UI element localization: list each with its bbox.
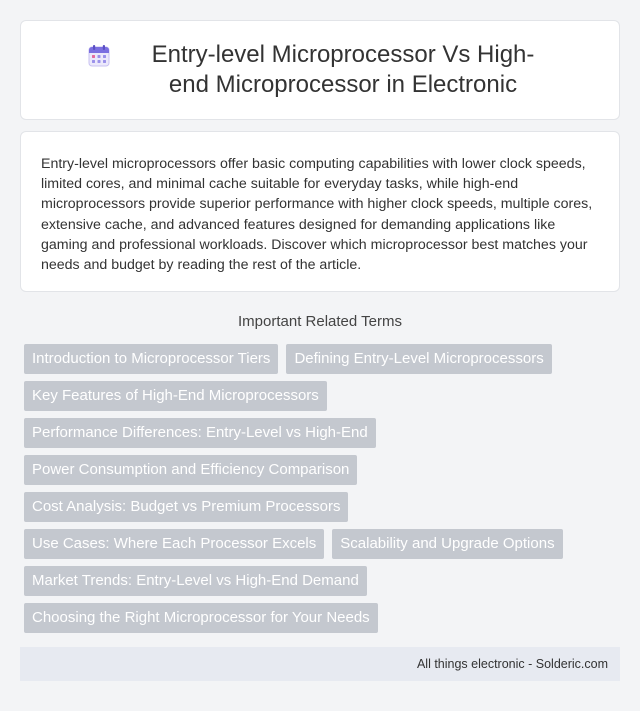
related-terms-list: [24, 344, 624, 633]
footer-text: All things electronic - Solderic.com: [416, 657, 608, 671]
intro-paragraph: Entry-level microprocessors offer basic computing capabilities with lower clock speeds, limited cores, and minimal cache suitable for everyday tasks, while high-end microprocessors provide superior performance with higher clock speeds, multiple cores, extensive cache, and advanced features designed for demanding applications like gaming and professional workloads. Discover which microprocessor best matches your needs and budget by reading the rest of the article.: [41, 156, 593, 274]
footer: [20, 647, 620, 681]
term-tag-cost-analysis[interactable]: Cost Analysis: Budget vs Premium Processors: [24, 492, 348, 522]
term-tag-performance-differences[interactable]: Performance Differences: Entry-Level vs High-End: [24, 418, 376, 448]
term-tag-scalability[interactable]: Scalability and Upgrade Options: [332, 529, 562, 559]
title-wrap: [87, 40, 553, 100]
intro-card: [20, 131, 620, 292]
term-tag-key-features[interactable]: Key Features of High-End Microprocessors: [24, 381, 327, 411]
related-terms-heading: Important Related Terms: [238, 313, 402, 330]
page-title: Entry-level Microprocessor Vs High-end Microprocessor in Electronic: [151, 41, 535, 98]
term-tag-introduction[interactable]: Introduction to Microprocessor Tiers: [24, 344, 278, 374]
title-card: [20, 20, 620, 120]
term-tag-defining-entry-level[interactable]: Defining Entry-Level Microprocessors: [286, 344, 551, 374]
term-tag-choosing[interactable]: Choosing the Right Microprocessor for Your Needs: [24, 603, 378, 633]
calendar-icon: [87, 44, 111, 68]
term-tag-use-cases[interactable]: Use Cases: Where Each Processor Excels: [24, 529, 324, 559]
term-tag-market-trends[interactable]: Market Trends: Entry-Level vs High-End Demand: [24, 566, 367, 596]
term-tag-power-consumption[interactable]: Power Consumption and Efficiency Comparison: [24, 455, 357, 485]
